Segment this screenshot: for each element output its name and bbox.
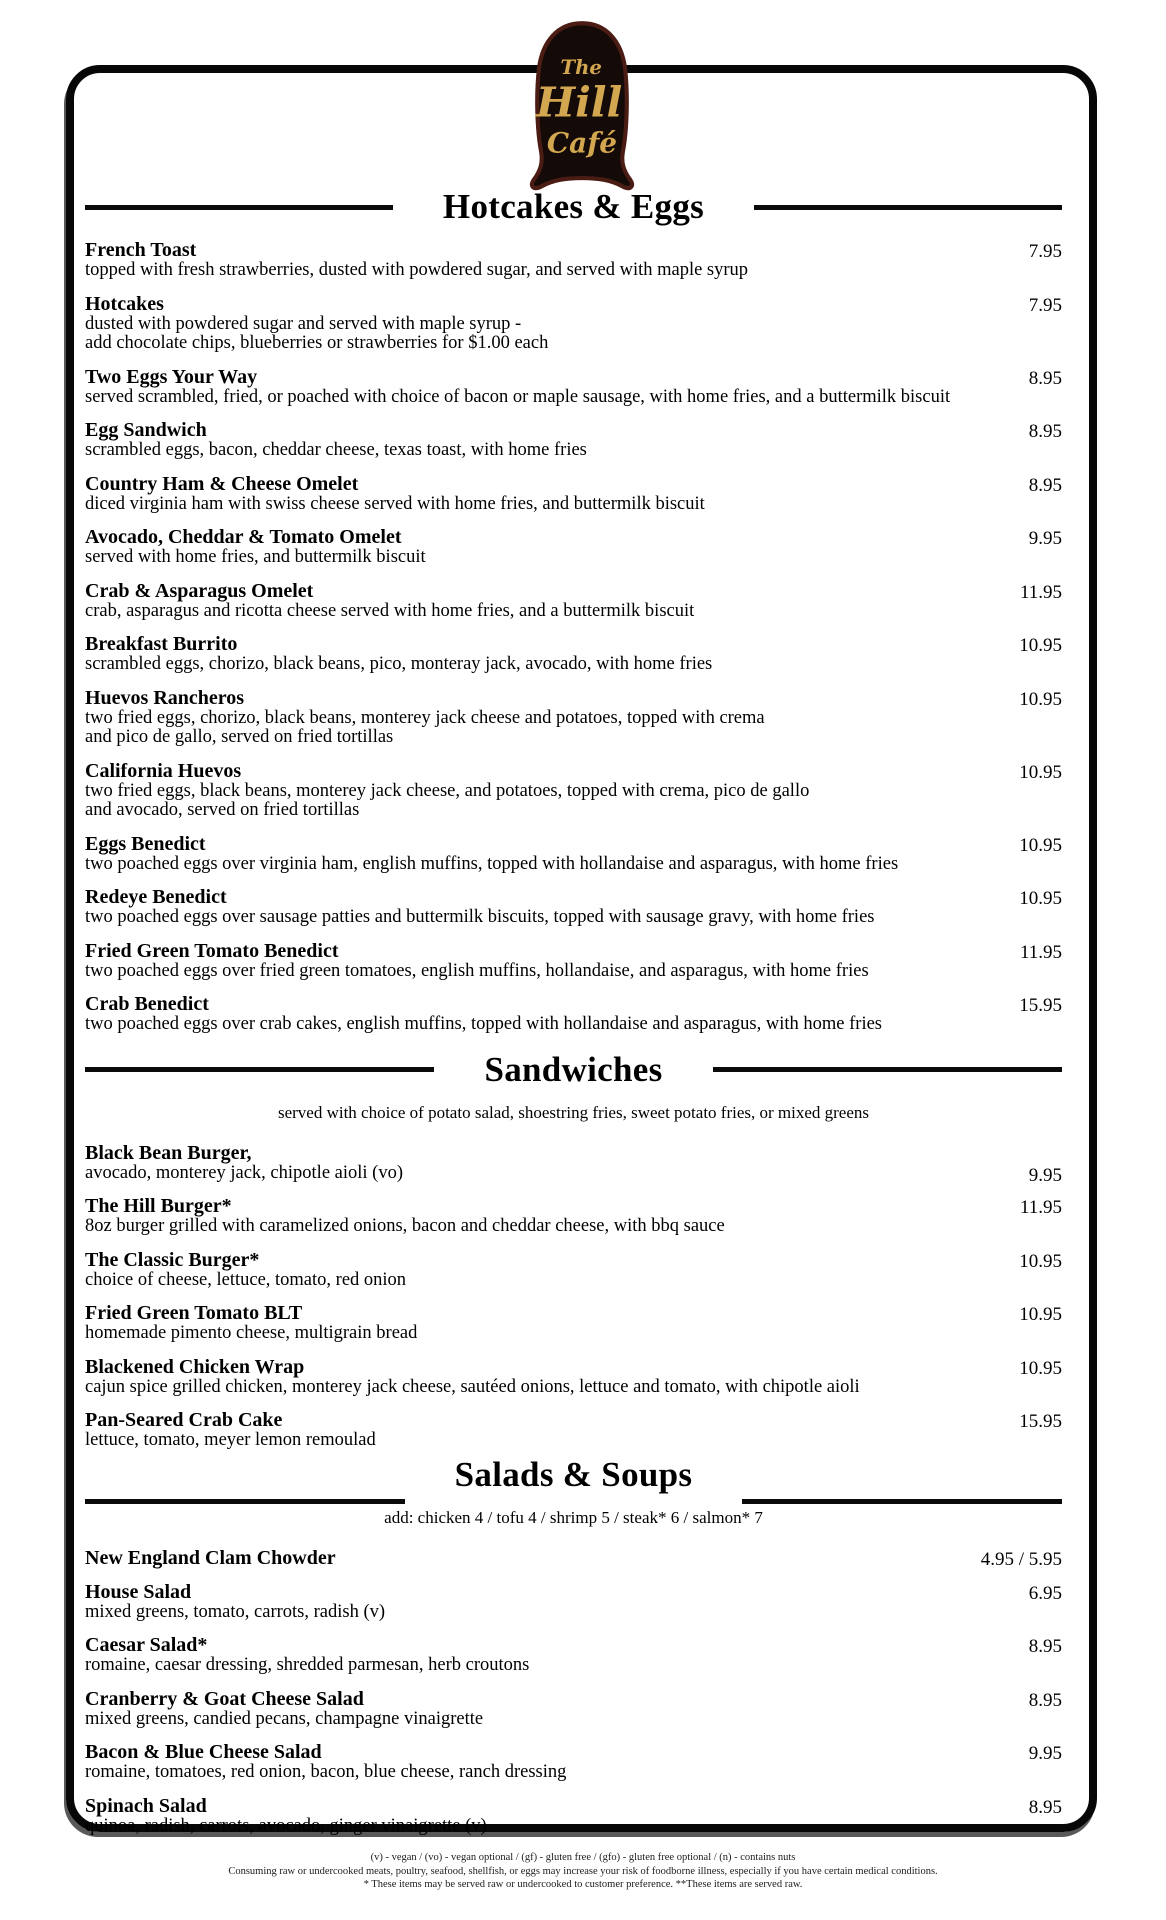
item-description-line: crab, asparagus and ricotta cheese served with home fries, and a buttermilk biscuit (85, 600, 695, 621)
item-name: Country Ham & Cheese Omelet (85, 472, 359, 495)
item-price: 10.95 (1019, 1357, 1062, 1379)
menu-item (85, 887, 1062, 928)
menu-item (85, 1143, 1062, 1184)
item-description (85, 1324, 1062, 1344)
section-title: Sandwiches (484, 1049, 663, 1089)
menu-section-1 (85, 1049, 1062, 1451)
footer-warning-line: Consuming raw or undercooked meats, poultry, seafood, shellfish, or eggs may increase your risk of foodborne illness, especially if you have certain medical conditions. (228, 1865, 938, 1877)
menu-item (85, 1303, 1062, 1344)
item-description-line: two poached eggs over virginia ham, english muffins, topped with hollandaise and asparagus, with home fries (85, 853, 899, 874)
menu-item (85, 367, 1062, 408)
item-price: 15.95 (1019, 1411, 1062, 1432)
item-price: 9.95 (1028, 1743, 1062, 1764)
item-description (85, 261, 1062, 281)
item-description (85, 782, 1062, 821)
menu-item (85, 1357, 1062, 1398)
item-name: Breakfast Burrito (85, 633, 238, 655)
section-heading (85, 186, 1062, 228)
item-description-line: romaine, tomatoes, red onion, bacon, blue cheese, ranch dressing (85, 1762, 567, 1782)
item-description-line: scrambled eggs, chorizo, black beans, pico, monteray jack, avocado, with home fries (85, 654, 713, 674)
item-price: 6.95 (1028, 1582, 1062, 1604)
item-price: 10.95 (1019, 834, 1062, 856)
logo-graphic (522, 16, 642, 192)
item-price: 11.95 (1019, 581, 1062, 603)
menu-item (85, 634, 1062, 675)
item-description-line: choice of cheese, lettuce, tomato, red onion (85, 1269, 407, 1290)
item-name: The Classic Burger* (85, 1248, 260, 1271)
item-description-line: quinoa, radish, carrots, avocado, ginger vinaigrette (v) (85, 1815, 487, 1836)
item-price: 7.95 (1028, 241, 1062, 262)
menu-item (85, 761, 1062, 821)
item-description-line: avocado, monterey jack, chipotle aioli (vo) (85, 1162, 403, 1183)
item-description (85, 388, 1062, 408)
item-description (85, 1710, 1062, 1730)
item-description (85, 1817, 1062, 1837)
item-price: 8.95 (1028, 367, 1062, 389)
item-description (85, 709, 1062, 748)
section-title: Salads & Soups (454, 1454, 693, 1494)
item-description-line: and avocado, served on fried tortillas (85, 800, 360, 820)
logo-text: The Hill Café (535, 55, 623, 160)
item-name: Black Bean Burger, (85, 1141, 252, 1164)
item-description (85, 441, 1062, 461)
item-description-line: cajun spice grilled chicken, monterey jack cheese, sautéed onions, lettuce and tomato, with chipotle aioli (85, 1376, 860, 1397)
item-name: Cranberry & Goat Cheese Salad (85, 1687, 364, 1710)
item-price: 8.95 (1028, 1636, 1062, 1657)
item-name: Blackened Chicken Wrap (85, 1355, 305, 1378)
menu-item (85, 1635, 1062, 1676)
item-price: 10.95 (1019, 1304, 1062, 1325)
section-items (85, 240, 1062, 1035)
menu-item (85, 474, 1062, 515)
section-heading (85, 1049, 1062, 1091)
item-description (85, 548, 1062, 568)
item-description-line: dusted with powdered sugar and served with maple syrup - (85, 313, 522, 334)
item-description-line: diced virginia ham with swiss cheese served with home fries, and buttermilk biscuit (85, 493, 705, 514)
item-name: Fried Green Tomato Benedict (85, 939, 339, 962)
menu-item (85, 294, 1062, 354)
item-name: House Salad (85, 1580, 192, 1603)
item-description-line: lettuce, tomato, meyer lemon remoulad (85, 1430, 376, 1450)
item-description (85, 962, 1062, 982)
section-subtitle: add: chicken 4 / tofu 4 / shrimp 5 / steak* 6 / salmon* 7 (384, 1507, 763, 1527)
menu-item (85, 1196, 1062, 1237)
item-price: 11.95 (1019, 1197, 1062, 1218)
item-price: 10.95 (1019, 635, 1062, 656)
item-price: 11.95 (1019, 941, 1062, 963)
item-description (85, 602, 1062, 622)
menu-item (85, 1796, 1062, 1837)
menu-section-0 (85, 186, 1062, 1035)
item-description (85, 908, 1062, 928)
item-name: The Hill Burger* (85, 1195, 232, 1217)
footer-raw-note-line: * These items may be served raw or undercooked to customer preference. **These items are served raw. (363, 1879, 803, 1890)
item-description-line: mixed greens, tomato, carrots, radish (v) (85, 1601, 386, 1622)
item-description (85, 495, 1062, 515)
item-price: 9.95 (1028, 528, 1062, 549)
menu-item (85, 1742, 1062, 1783)
item-name: French Toast (85, 239, 197, 261)
item-price: 4.95 / 5.95 (980, 1548, 1062, 1570)
item-description (85, 655, 1062, 675)
item-name: Crab & Asparagus Omelet (85, 579, 314, 602)
footer-legend-line: (v) - vegan / (vo) - vegan optional / (gf) - gluten free / (gfo) - gluten free optional / (n) - contains nuts (370, 1852, 796, 1863)
heading-rule-right (754, 205, 1062, 210)
item-description-line: scrambled eggs, bacon, cheddar cheese, texas toast, with home fries (85, 440, 587, 460)
item-description-line: homemade pimento cheese, multigrain bread (85, 1323, 418, 1343)
menu-item (85, 581, 1062, 622)
item-price: 10.95 (1019, 1250, 1062, 1272)
menu-item (85, 1250, 1062, 1291)
menu-content (85, 186, 1062, 1849)
item-description-line: served scrambled, fried, or poached with choice of bacon or maple sausage, with home fries, and a buttermilk biscuit (85, 386, 951, 407)
menu-section-2 (85, 1454, 1062, 1837)
item-description (85, 1164, 1062, 1184)
menu-item (85, 240, 1062, 281)
menu-item (85, 941, 1062, 982)
item-price: 7.95 (1028, 294, 1062, 316)
item-price: 8.95 (1028, 474, 1062, 496)
heading-rule-right (742, 1499, 1062, 1504)
item-name: Redeye Benedict (85, 886, 227, 908)
heading-rule-left (85, 1499, 405, 1504)
item-name: Eggs Benedict (85, 832, 206, 855)
item-name: Egg Sandwich (85, 419, 207, 441)
item-price: 8.95 (1028, 421, 1062, 442)
item-price: 8.95 (1028, 1796, 1062, 1818)
item-description (85, 1217, 1062, 1237)
menu-item (85, 1410, 1062, 1451)
item-name: Spinach Salad (85, 1794, 207, 1817)
item-name: California Huevos (85, 759, 242, 782)
item-name: Bacon & Blue Cheese Salad (85, 1741, 322, 1763)
item-description-line: two poached eggs over crab cakes, english muffins, topped with hollandaise and asparagus, with home fries (85, 1014, 882, 1034)
menu-footer (0, 1851, 1166, 1892)
item-description (85, 1378, 1062, 1398)
item-name: Avocado, Cheddar & Tomato Omelet (85, 526, 402, 548)
menu-item (85, 834, 1062, 875)
section-heading (85, 1454, 1062, 1496)
menu-item (85, 1582, 1062, 1623)
menu-item (85, 420, 1062, 461)
item-description (85, 1603, 1062, 1623)
item-price: 15.95 (1019, 995, 1062, 1016)
item-name: Caesar Salad* (85, 1634, 208, 1656)
item-name: Fried Green Tomato BLT (85, 1302, 303, 1324)
item-name: New England Clam Chowder (85, 1546, 336, 1569)
item-description (85, 855, 1062, 875)
section-items (85, 1143, 1062, 1451)
menu-item (85, 994, 1062, 1035)
item-description-line: two fried eggs, chorizo, black beans, monterey jack cheese and potatoes, topped with crema (85, 707, 765, 728)
item-price: 8.95 (1028, 1689, 1062, 1711)
heading-rule-left (85, 205, 393, 210)
item-description (85, 1431, 1062, 1451)
menu-item (85, 1689, 1062, 1730)
section-subtitle: served with choice of potato salad, shoestring fries, sweet potato fries, or mixed greens (277, 1102, 870, 1122)
item-description-line: add chocolate chips, blueberries or strawberries for $1.00 each (85, 333, 549, 353)
section-items (85, 1548, 1062, 1837)
item-description-line: two fried eggs, black beans, monterey jack cheese, and potatoes, topped with crema, pico de gallo (85, 780, 810, 801)
item-description-line: two poached eggs over sausage patties and buttermilk biscuits, topped with sausage gravy, with home fries (85, 907, 875, 927)
menu-item (85, 688, 1062, 748)
item-name: Pan-Seared Crab Cake (85, 1409, 283, 1431)
item-price: 9.95 (1028, 1164, 1062, 1186)
section-title: Hotcakes & Eggs (442, 187, 705, 226)
menu-item (85, 1548, 1062, 1569)
item-description-line: two poached eggs over fried green tomatoes, english muffins, hollandaise, and asparagus, with home fries (85, 960, 869, 981)
item-name: Two Eggs Your Way (85, 365, 258, 388)
item-description-line: served with home fries, and buttermilk biscuit (85, 547, 426, 567)
item-description-line: and pico de gallo, served on fried tortillas (85, 727, 394, 747)
item-name: Crab Benedict (85, 993, 209, 1015)
item-price: 10.95 (1019, 761, 1062, 783)
item-description-line: mixed greens, candied pecans, champagne vinaigrette (85, 1708, 484, 1729)
item-name: Hotcakes (85, 292, 164, 315)
item-description (85, 1015, 1062, 1035)
heading-rule-left (85, 1067, 434, 1072)
item-name: Huevos Rancheros (85, 686, 245, 709)
item-description (85, 1763, 1062, 1783)
item-description-line: 8oz burger grilled with caramelized onions, bacon and cheddar cheese, with bbq sauce (85, 1216, 725, 1236)
item-description (85, 1656, 1062, 1676)
item-price: 10.95 (1019, 688, 1062, 710)
item-price: 10.95 (1019, 888, 1062, 909)
hill-cafe-logo (522, 16, 642, 192)
item-description (85, 1271, 1062, 1291)
item-description-line: topped with fresh strawberries, dusted with powdered sugar, and served with maple syrup (85, 260, 749, 280)
item-description (85, 315, 1062, 354)
heading-rule-right (713, 1067, 1062, 1072)
item-description-line: romaine, caesar dressing, shredded parmesan, herb croutons (85, 1655, 530, 1675)
menu-item (85, 527, 1062, 568)
